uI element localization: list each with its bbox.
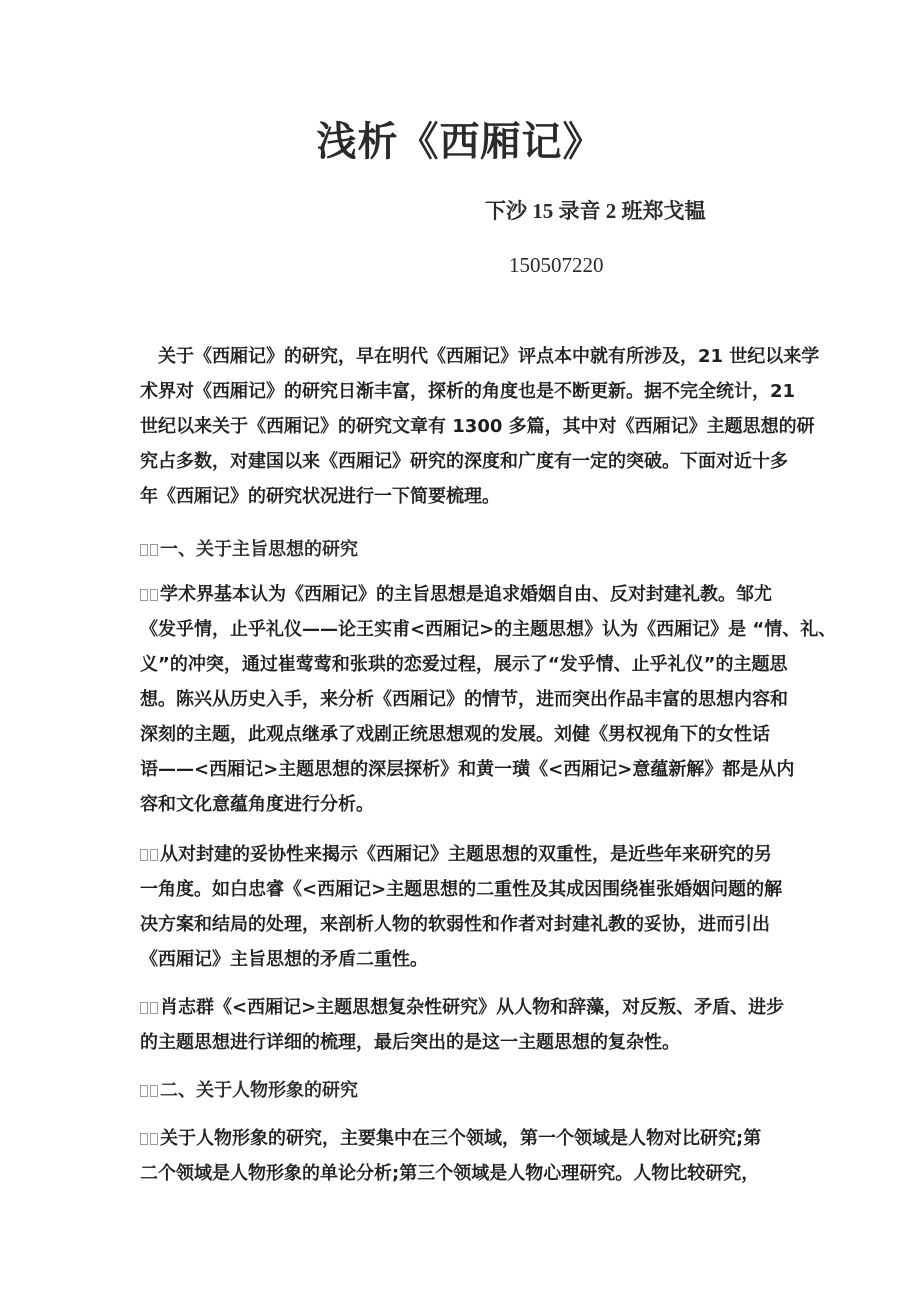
- s1-p2-line-3: 决方案和结局的处理，来剖析人物的软弱性和作者对封建礼教的妥协，进而引出: [140, 914, 770, 935]
- s2-p1-line-2: 二个领域是人物形象的单论分析;第三个领域是人物心理研究。人物比较研究，: [140, 1163, 760, 1184]
- s1-p1-line-5: 深刻的主题，此观点继承了戏剧正统思想观的发展。刘健《男权视角下的女性话: [140, 724, 770, 745]
- s1-p1-line-3: 义”的冲突，通过崔莺莺和张珙的恋爱过程，展示了“发乎情、止乎礼仪”的主题思: [140, 654, 788, 675]
- document-title: 浅析《西厢记》: [316, 119, 604, 165]
- s1-p2-line-1: [140, 841, 790, 869]
- student-id: 150507220: [509, 253, 604, 277]
- s1-p1-line-1: [140, 581, 790, 609]
- s1-p3-line-1-text: 肖志群《<西厢记>主题思想复杂性研究》从人物和辞藻，对反叛、矛盾、进步: [160, 997, 785, 1018]
- s2-p1-line-1: [140, 1125, 790, 1153]
- placeholder-box-icon: [150, 544, 158, 556]
- s1-p1-line-7: 容和文化意蕴角度进行分析。: [140, 794, 374, 815]
- intro-line-5: 年《西厢记》的研究状况进行一下简要梳理。: [140, 486, 500, 507]
- s2-p1-line-1-text: 关于人物形象的研究，主要集中在三个领域，第一个领域是人物对比研究;第: [160, 1128, 762, 1149]
- placeholder-box-icon: [140, 1085, 148, 1097]
- intro-line-2: 术界对《西厢记》的研究日渐丰富，探析的角度也是不断更新。据不完全统计，21: [140, 381, 796, 402]
- placeholder-box-icon: [140, 589, 148, 601]
- placeholder-box-icon: [150, 1002, 158, 1014]
- placeholder-box-icon: [140, 544, 148, 556]
- s1-p3-line-1: [140, 994, 790, 1022]
- placeholder-box-icon: [150, 1133, 158, 1145]
- placeholder-box-icon: [150, 1085, 158, 1097]
- s1-p3-line-2: 的主题思想进行详细的梳理，最后突出的是这一主题思想的复杂性。: [140, 1032, 680, 1053]
- placeholder-box-icon: [140, 849, 148, 861]
- author-line: 下沙 15 录音 2 班郑戈韫: [485, 199, 706, 223]
- s1-p2-line-1-text: 从对封建的妥协性来揭示《西厢记》主题思想的双重性，是近些年来研究的另: [160, 844, 772, 865]
- section-2-heading: [140, 1077, 790, 1105]
- intro-line-3: 世纪以来关于《西厢记》的研究文章有 1300 多篇，其中对《西厢记》主题思想的研: [140, 416, 815, 437]
- section-2-heading-text: 二、关于人物形象的研究: [160, 1080, 358, 1101]
- s1-p1-line-2: 《发乎情，止乎礼仪——论王实甫<西厢记>的主题思想》认为《西厢记》是 “情、礼、: [140, 619, 837, 640]
- s1-p2-line-2: 一角度。如白忠睿《<西厢记>主题思想的二重性及其成因围绕崔张婚姻问题的解: [140, 879, 783, 900]
- s1-p1-line-1-text: 学术界基本认为《西厢记》的主旨思想是追求婚姻自由、反对封建礼教。邹尤: [160, 584, 772, 605]
- placeholder-box-icon: [150, 589, 158, 601]
- placeholder-box-icon: [140, 1133, 148, 1145]
- section-1-heading: [140, 536, 790, 564]
- s1-p2-line-4: 《西厢记》主旨思想的矛盾二重性。: [140, 949, 428, 970]
- placeholder-box-icon: [140, 1002, 148, 1014]
- intro-line-4: 究占多数，对建国以来《西厢记》研究的深度和广度有一定的突破。下面对近十多: [140, 451, 788, 472]
- intro-line-1-text: 关于《西厢记》的研究，早在明代《西厢记》评点本中就有所涉及，21 世纪以来学: [158, 346, 820, 367]
- intro-line-1: [140, 343, 820, 371]
- s1-p1-line-4: 想。陈兴从历史入手，来分析《西厢记》的情节，进而突出作品丰富的思想内容和: [140, 689, 788, 710]
- section-1-heading-text: 一、关于主旨思想的研究: [160, 539, 358, 560]
- s1-p1-line-6: 语——<西厢记>主题思想的深层探析》和黄一璜《<西厢记>意蕴新解》都是从内: [140, 759, 795, 780]
- placeholder-box-icon: [150, 849, 158, 861]
